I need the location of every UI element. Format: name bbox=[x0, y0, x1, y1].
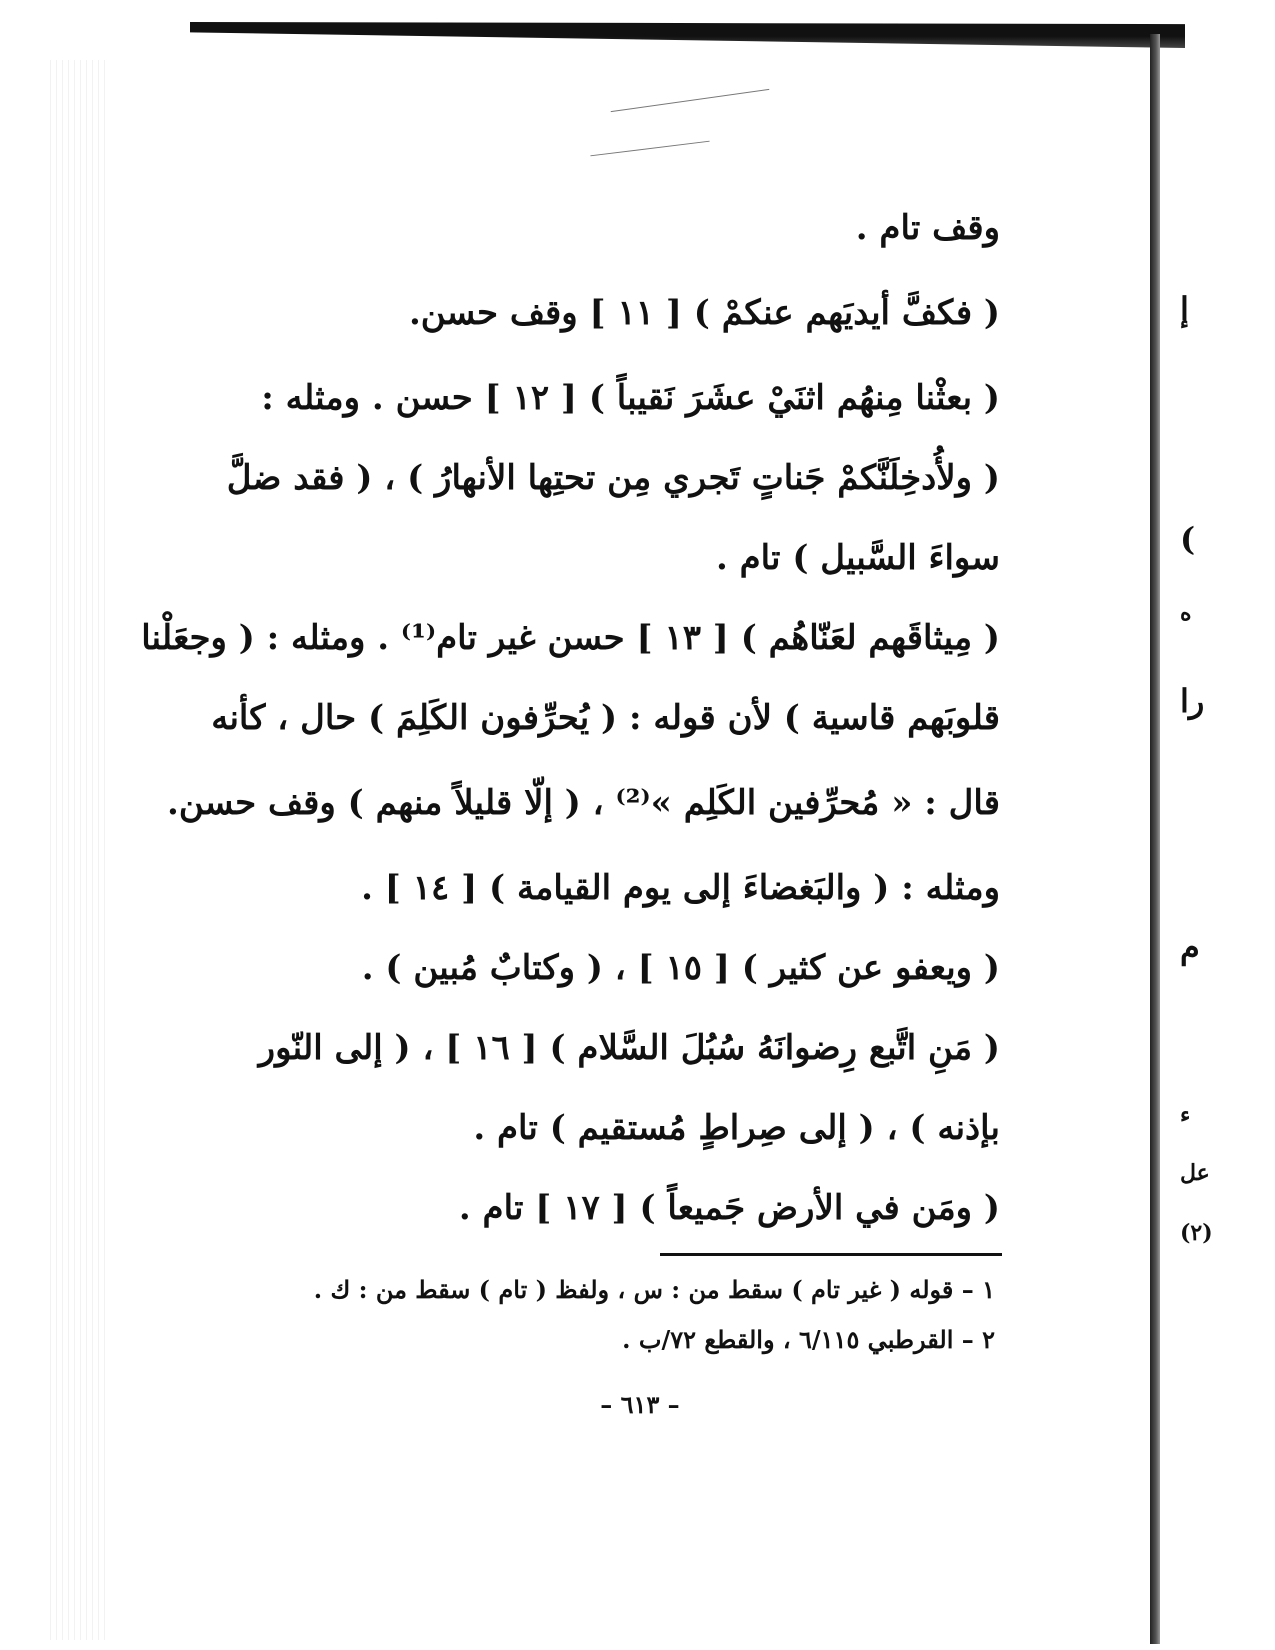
margin-mark: إ bbox=[1180, 290, 1189, 328]
text-line: سواءَ السَّبيل ) تام . bbox=[715, 538, 1000, 578]
scan-binding-shadow bbox=[1150, 34, 1160, 1644]
text-line: قال : « مُحرِّفين الكَلِم »⁽²⁾ ، ( إلّا قليلاً منهم ) وقف حسن. bbox=[167, 783, 1000, 823]
text-line: ( فكفَّ أيديَهم عنكمْ ) [ ١١ ] وقف حسن. bbox=[408, 293, 1000, 333]
margin-mark: (٢) bbox=[1180, 1220, 1213, 1246]
margin-mark: ) bbox=[1180, 520, 1196, 558]
margin-mark: م bbox=[1180, 928, 1200, 966]
scan-streak bbox=[611, 89, 770, 112]
text-line: ( مِيثاقَهم لعَنّاهُم ) [ ١٣ ] حسن غير تام⁽¹⁾ . ومثله : ( وجعَلْنا bbox=[141, 618, 1000, 658]
footnote: ٢ – القرطبي ٦/١١٥ ، والقطع ٧٢/ب . bbox=[622, 1325, 995, 1354]
text-line: ( مَنِ اتَّبع رِضوانَهُ سُبُلَ السَّلام ) [ ١٦ ] ، ( إلى النّور bbox=[258, 1028, 1000, 1068]
text-line: قلوبَهم قاسية ) لأن قوله : ( يُحرِّفون الكَلِمَ ) حال ، كأنه bbox=[211, 698, 1000, 738]
text-line: ( ومَن في الأرض جَميعاً ) [ ١٧ ] تام . bbox=[458, 1188, 1000, 1228]
text-line: ومثله : ( والبَغضاءَ إلى يوم القيامة ) [ ١٤ ] . bbox=[361, 868, 1000, 908]
text-line: ( ولأُدخِلَنَّكمْ جَناتٍ تَجري مِن تحتِها الأنهارُ ) ، ( فقد ضلَّ bbox=[226, 458, 1000, 498]
scan-top-shadow bbox=[190, 22, 1185, 48]
footnote: ١ – قوله ( غير تام ) سقط من : س ، ولفظ ( تام ) سقط من : ك . bbox=[313, 1275, 995, 1304]
text-line: ( بعثْنا مِنهُم اثنَيْ عشَرَ نَقيباً ) [ ١٢ ] حسن . ومثله : bbox=[261, 378, 1000, 418]
margin-mark: ء bbox=[1180, 1102, 1191, 1128]
page-number: – ٦١٣ – bbox=[600, 1390, 680, 1419]
footnote-separator bbox=[660, 1253, 1002, 1256]
text-line: وقف تام . bbox=[855, 208, 1000, 248]
text-line: ( ويعفو عن كثير ) [ ١٥ ] ، ( وكتابٌ مُبين ) . bbox=[361, 948, 1000, 988]
margin-mark: عل bbox=[1180, 1160, 1210, 1186]
scan-streak bbox=[590, 141, 709, 157]
scan-edge-noise bbox=[50, 60, 110, 1640]
margin-mark: را bbox=[1180, 682, 1205, 720]
margin-mark: ه bbox=[1180, 600, 1192, 626]
text-line: بإذنه ) ، ( إلى صِراطٍ مُستقيم ) تام . bbox=[473, 1108, 1000, 1148]
